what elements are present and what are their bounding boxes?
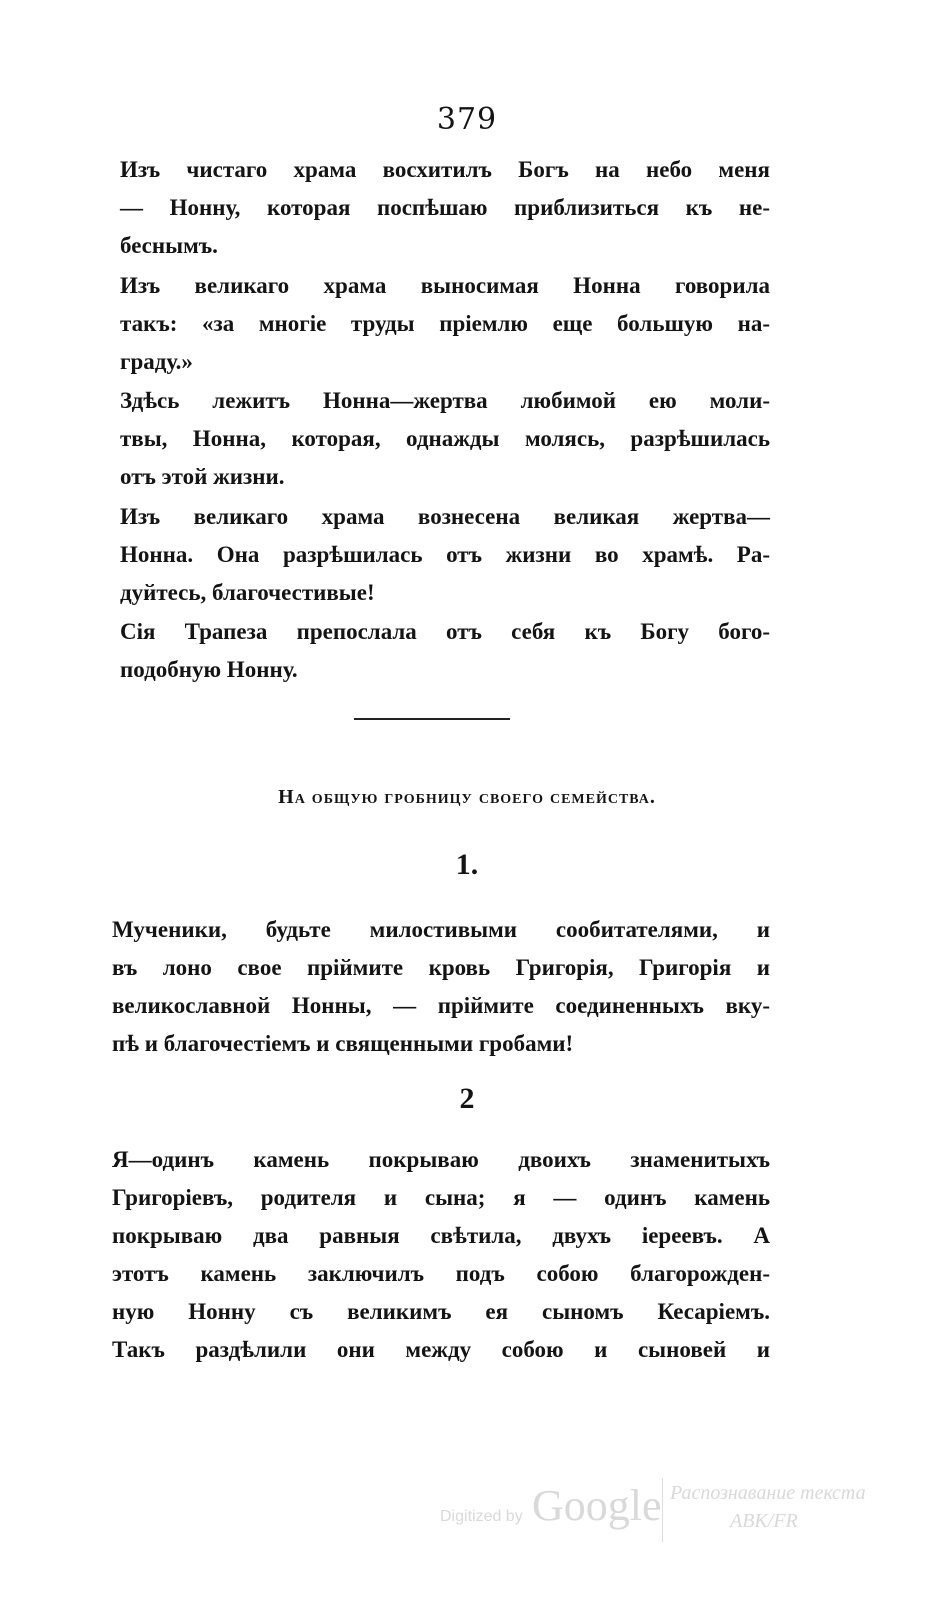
watermark-google-logo: Google — [532, 1481, 662, 1530]
text-line: пѣ и благочестіемъ и священными гробами! — [112, 1031, 574, 1056]
text-line: отъ этой жизни. — [120, 464, 285, 489]
text-line: покрываю два равныя свѣтила, двухъ іереевъ. А — [112, 1223, 770, 1248]
page-number: 379 — [436, 102, 498, 137]
text-line: Изъ великаго храма выносимая Нонна говорила — [120, 273, 770, 298]
text-line: Я—одинъ камень покрываю двоихъ знаменитыхъ — [112, 1147, 770, 1172]
section-number-2: 2 — [459, 1082, 475, 1115]
text-line: Такъ раздѣлили они между собою и сыновей и — [112, 1337, 770, 1362]
text-line: граду.» — [120, 349, 193, 374]
text-line: Нонна. Она разрѣшилась отъ жизни во храмѣ. Ра- — [120, 542, 770, 567]
watermark-separator — [662, 1478, 663, 1542]
text-line: Григоріевъ, родителя и сына; я — одинъ камень — [112, 1185, 770, 1210]
text-line: великославной Нонны, — пріймите соединенныхъ вку- — [112, 993, 770, 1018]
digitization-watermark — [440, 1478, 900, 1548]
watermark-recognition-credit: ABK/FR — [730, 1510, 798, 1532]
text-line: твы, Нонна, которая, однажды молясь, разрѣшилась — [120, 426, 770, 451]
text-line: — Нонну, которая поспѣшаю приблизиться къ не- — [120, 195, 770, 220]
text-line: Изъ чистаго храма восхитилъ Богъ на небо меня — [120, 157, 770, 182]
text-line: ную Нонну съ великимъ ея сыномъ Кесаріемъ. — [112, 1299, 770, 1324]
text-line: этотъ камень заключилъ подъ собою благорожден- — [112, 1261, 770, 1286]
watermark-digitized-by: Digitized by — [440, 1508, 523, 1525]
text-line: беснымъ. — [120, 233, 218, 258]
section-number-1: 1. — [455, 848, 479, 881]
text-line: Здѣсь лежитъ Нонна—жертва любимой ею моли- — [120, 388, 770, 413]
text-line: дуйтесь, благочестивые! — [120, 580, 375, 605]
text-line: такъ: «за многіе труды пріемлю еще большую на- — [120, 311, 770, 336]
section-title: На общую гробницу своего семейства. — [278, 786, 656, 808]
text-line: Мученики, будьте милостивыми сообитателями, и — [112, 917, 770, 942]
section-divider — [354, 718, 510, 720]
text-line: подобную Нонну. — [120, 657, 298, 682]
text-line: Сія Трапеза препослала отъ себя къ Богу бого- — [120, 619, 770, 644]
text-line: въ лоно свое пріймите кровь Григорія, Григорія и — [112, 955, 770, 980]
watermark-recognition-text: Распознавание текста — [670, 1482, 866, 1504]
text-line: Изъ великаго храма вознесена великая жертва— — [120, 504, 770, 529]
